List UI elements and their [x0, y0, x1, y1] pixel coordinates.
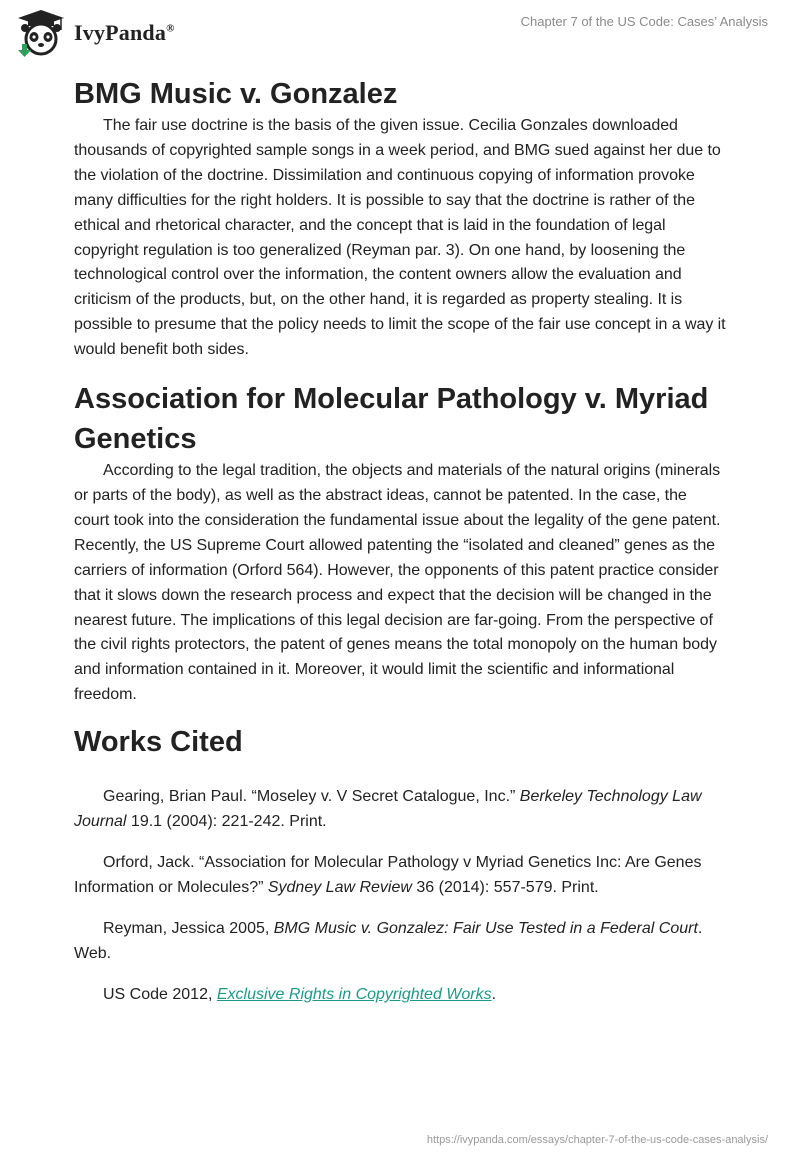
section-heading: BMG Music v. Gonzalez	[74, 78, 398, 110]
section-paragraph: The fair use doctrine is the basis of the given issue. Cecilia Gonzales downloaded thousands of copyrighted sample songs in a week period, and BMG sued against her due to the violation of the doctrine. Dissimilation and continuous copying of information provoke many difficulties for the right holders. It is possible to say that the doctrine is rather of the ethical and rhetorical character, and the concept that is laid in the foundation of legal copyright regulation is too generalized (Reyman par. 3). On one hand, by loosening the technological control over the information, the content owners allow the evaluation and criticism of the products, but, on the other hand, it is regarded as property stealing. It is possible to presume that the policy needs to limit the scope of the fair use concept in a way it would benefit both sides.	[74, 117, 726, 359]
brand-logo[interactable]	[14, 8, 175, 58]
source-url[interactable]: https://ivypanda.com/essays/chapter-7-of-the-us-code-cases-analysis/	[426, 1134, 768, 1146]
reference-item: Orford, Jack. “Association for Molecular Pathology v Myriad Genetics Inc: Are Genes Information or Molecules?” Sydney Law Review 36 (2014): 557-579. Print.	[74, 854, 702, 897]
page-header	[0, 0, 800, 70]
panda-logo-icon	[14, 8, 68, 58]
document-title: Chapter 7 of the US Code: Cases’ Analysis	[520, 14, 768, 29]
reference-link[interactable]: Exclusive Rights in Copyrighted Works	[216, 986, 492, 1004]
section-paragraph: According to the legal tradition, the objects and materials of the natural origins (minerals or parts of the body), as well as the abstract ideas, cannot be patented. In the case, the court took into the consideration the fundamental issue about the legality of the gene patent. Recently, the US Supreme Court allowed patenting the “isolated and cleaned” genes as the carriers of information (Orford 564). However, the opponents of this patent practice consider that it slows down the research process and expect that the decision will be changed in the nearest future. The implications of this legal decision are far-going. From the perspective of the civil rights protectors, the patent of genes means the total monopoly on the human body and information contained in it. Moreover, it would limit the scientific and informational freedom.	[74, 462, 721, 704]
reference-item: US Code 2012, Exclusive Rights in Copyrighted Works.	[103, 986, 497, 1004]
reference-item: Reyman, Jessica 2005, BMG Music v. Gonzalez: Fair Use Tested in a Federal Court. Web.	[74, 920, 703, 963]
section-heading: Association for Molecular Pathology v. Myriad Genetics	[74, 383, 709, 456]
brand-name: IvyPanda®	[74, 20, 175, 45]
works-cited-heading: Works Cited	[74, 726, 243, 759]
article-body	[74, 70, 726, 1023]
works-cited-list	[74, 784, 726, 1007]
reference-item: Gearing, Brian Paul. “Moseley v. V Secret Catalogue, Inc.” Berkeley Technology Law Journal 19.1 (2004): 221-242. Print.	[74, 788, 702, 831]
